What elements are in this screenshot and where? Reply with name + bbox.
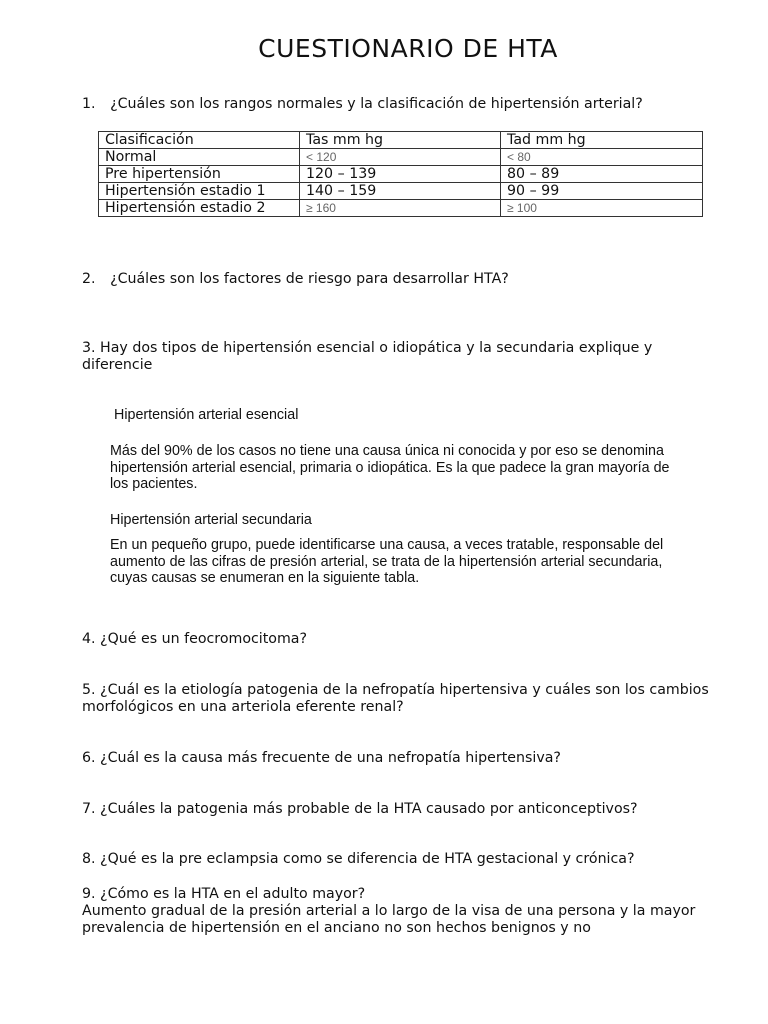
- question-4: 4. ¿Qué es un feocromocitoma?: [82, 631, 308, 647]
- question-9: 9. ¿Cómo es la HTA en el adulto mayor?: [82, 886, 366, 902]
- table-header-row: [99, 132, 703, 149]
- document-title: CUESTIONARIO DE HTA: [258, 34, 558, 63]
- question-2: [82, 271, 509, 288]
- table-cell: 90 – 99: [501, 183, 703, 200]
- table-row: [99, 166, 703, 183]
- table-cell: Hipertensión estadio 2: [99, 200, 300, 217]
- table-row: [99, 200, 703, 217]
- answer-3-heading-esencial: Hipertensión arterial esencial: [114, 407, 299, 423]
- table-cell: Hipertensión estadio 1: [99, 183, 300, 200]
- table-cell: ≥ 100: [501, 200, 703, 217]
- question-8: 8. ¿Qué es la pre eclampsia como se diferencia de HTA gestacional y crónica?: [82, 851, 635, 867]
- question-2-text: ¿Cuáles son los factores de riesgo para desarrollar HTA?: [110, 271, 509, 287]
- table-cell: < 120: [300, 149, 501, 166]
- table-cell: ≥ 160: [300, 200, 501, 217]
- question-1-text: ¿Cuáles son los rangos normales y la clasificación de hipertensión arterial?: [110, 96, 643, 112]
- table-cell: < 80: [501, 149, 703, 166]
- table-header: Clasificación: [99, 132, 300, 149]
- answer-9: Aumento gradual de la presión arterial a lo largo de la visa de una persona y la mayor prevalencia de hipertensión en el anciano no son hechos benignos y no: [82, 903, 696, 936]
- table-header: Tad mm hg: [501, 132, 703, 149]
- table-cell: Normal: [99, 149, 300, 166]
- classification-table: [98, 131, 703, 217]
- table-row: [99, 149, 703, 166]
- table-header: Tas mm hg: [300, 132, 501, 149]
- table-cell: 80 – 89: [501, 166, 703, 183]
- question-5: 5. ¿Cuál es la etiología patogenia de la nefropatía hipertensiva y cuáles son los cambios morfológicos en una arteriola eferente renal?: [82, 682, 709, 715]
- table-cell: 140 – 159: [300, 183, 501, 200]
- answer-3-paragraph-esencial: Más del 90% de los casos no tiene una causa única ni conocida y por eso se denomina hipertensión arterial esencial, primaria o idiopática. Es la que padece la gran mayoría de los pacientes.: [110, 443, 670, 493]
- table-cell: 120 – 139: [300, 166, 501, 183]
- table-row: [99, 183, 703, 200]
- question-6: 6. ¿Cuál es la causa más frecuente de una nefropatía hipertensiva?: [82, 750, 561, 766]
- question-7: 7. ¿Cuáles la patogenia más probable de la HTA causado por anticonceptivos?: [82, 801, 638, 817]
- question-3: 3. Hay dos tipos de hipertensión esencial o idiopática y la secundaria explique y diferencie: [82, 340, 653, 373]
- answer-3-heading-secundaria: Hipertensión arterial secundaria: [110, 512, 312, 528]
- question-2-number: 2.: [82, 271, 96, 287]
- answer-3-paragraph-secundaria: En un pequeño grupo, puede identificarse una causa, a veces tratable, responsable del aumento de las cifras de presión arterial, se trata de la hipertensión arterial secundaria, cuyas causas se enumeran en la siguiente tabla.: [110, 537, 664, 587]
- table-cell: Pre hipertensión: [99, 166, 300, 183]
- question-1-number: 1.: [82, 96, 96, 112]
- question-1: [82, 96, 643, 113]
